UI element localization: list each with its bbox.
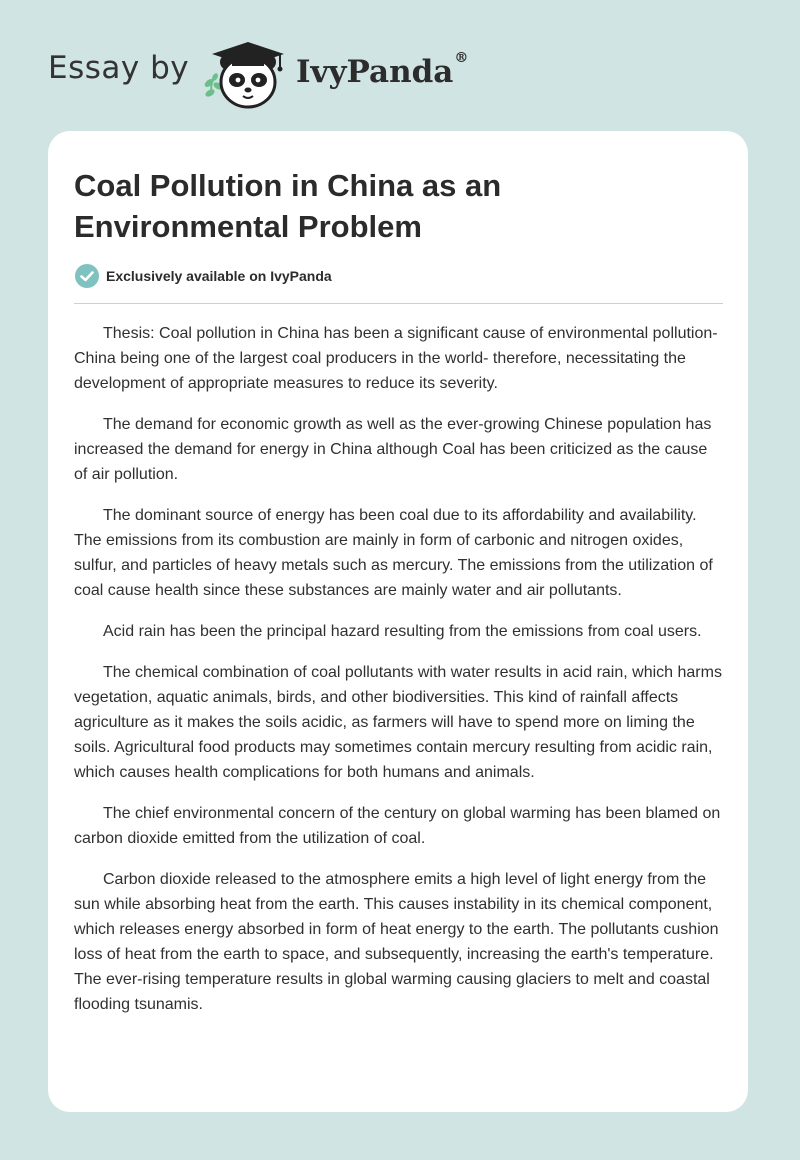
registered-mark: ® [454,50,469,66]
badge-label: Exclusively available on IvyPanda [106,268,332,284]
paragraph: The chemical combination of coal pollutants with water results in acid rain, which harms vegetation, aquatic animals, birds, and other biodiversities. This kind of rainfall affects agriculture as it makes the soils acidic, as farmers will have to spend more on liming the soils. Agricultural food products may sometimes contain mercury resulting from acidic rain, which causes health complications for both humans and animals. [74,664,722,781]
paragraph: The chief environmental concern of the century on global warming has been blamed on carbon dioxide emitted from the utilization of coal. [74,805,721,847]
divider [74,303,723,304]
paragraph: Carbon dioxide released to the atmosphere emits a high level of light energy from the sun while absorbing heat from the earth. This causes instability in its chemical component, which releases energy absorbed in form of heat energy to the earth. The pollutants cushion loss of heat from the earth to space, and subsequently, increasing the earth's temperature. The ever-rising temperature results in global warming causing glaciers to melt and coastal flooding tsunamis. [74,871,719,1013]
paragraph: Thesis: Coal pollution in China has been a significant cause of environmental pollution-China being one of the largest coal producers in the world- therefore, necessitating the development of appropriate measures to reduce its severity. [74,325,718,392]
site-header [0,0,800,130]
paragraph: The demand for economic growth as well as the ever-growing Chinese population has increased the demand for energy in China although Coal has been criticized as the cause of air pollution. [74,416,712,483]
essay-by-label: Essay by [48,50,190,86]
panda-logo-icon[interactable] [200,36,296,112]
paragraph: Acid rain has been the principal hazard resulting from the emissions from coal users. [103,623,702,640]
essay-body [74,321,724,1033]
brand-name[interactable] [296,50,469,90]
brand-text: IvyPanda [296,54,454,90]
page-title: Coal Pollution in China as an Environmental Problem [74,168,502,244]
check-circle-icon [74,263,100,289]
essay-card [48,131,748,1112]
paragraph: The dominant source of energy has been coal due to its affordability and availability. The emissions from its combustion are mainly in form of carbonic and nitrogen oxides, sulfur, and particles of heavy metals such as mercury. The emissions from the utilization of coal cause health since these substances are mainly water and air pollutants. [74,507,713,599]
exclusive-badge [74,263,332,289]
